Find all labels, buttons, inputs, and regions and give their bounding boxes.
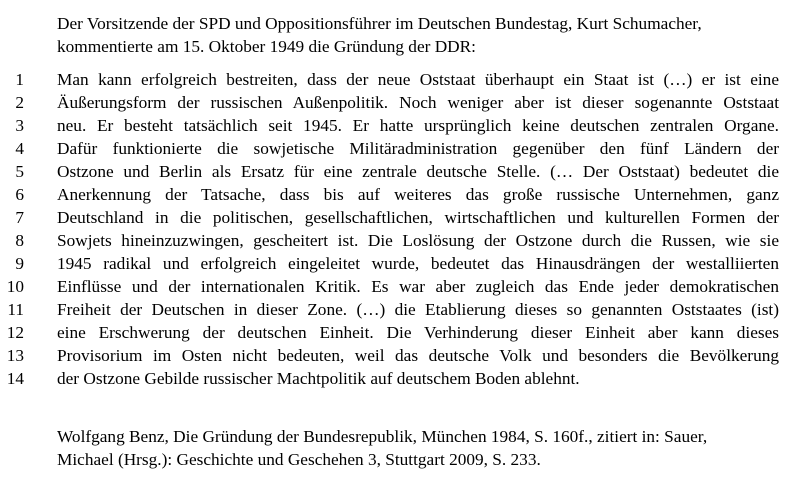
quote-line <box>0 114 800 137</box>
quote-line <box>0 206 800 229</box>
line-text: Dafür funktionierte die sowjetische Militäradministration gegenüber den fünf Ländern der <box>57 139 779 158</box>
intro-line: kommentierte am 15. Oktober 1949 die Gründung der DDR: <box>57 37 476 56</box>
line-text: Sowjets hineinzuzwingen, gescheitert ist. Die Loslösung der Ostzone durch die Russen, wie sie <box>57 231 779 250</box>
quote-line <box>0 344 800 367</box>
line-text: neu. Er besteht tatsächlich seit 1945. Er hatte ursprünglich keine deutschen zentralen Organe. <box>57 116 779 135</box>
line-text: eine Erschwerung der deutschen Einheit. Die Verhinderung dieser Einheit aber kann dieses <box>57 323 779 342</box>
line-text: der Ostzone Gebilde russischer Machtpolitik auf deutschem Boden ablehnt. <box>57 369 580 388</box>
line-number: 3 <box>15 116 24 135</box>
citation-line: Wolfgang Benz, Die Gründung der Bundesrepublik, München 1984, S. 160f., zitiert in: Sauer, <box>57 427 708 446</box>
quote-line <box>0 275 800 298</box>
line-number: 10 <box>6 277 24 296</box>
line-text: Ostzone und Berlin als Ersatz für eine zentrale deutsche Stelle. (… Der Oststaat) bedeutet die <box>57 162 779 181</box>
line-text: Deutschland in die politischen, gesellschaftlichen, wirtschaftlichen und kulturellen Formen der <box>57 208 779 227</box>
line-number: 12 <box>6 323 24 342</box>
line-number: 11 <box>7 300 24 319</box>
source-citation <box>57 425 779 471</box>
quote-body <box>0 68 800 390</box>
quote-line <box>0 298 800 321</box>
intro-line: Der Vorsitzende der SPD und Oppositionsführer im Deutschen Bundestag, Kurt Schumacher, <box>57 14 702 33</box>
line-number: 8 <box>15 231 24 250</box>
line-text: Man kann erfolgreich bestreiten, dass der neue Oststaat überhaupt ein Staat ist (…) er ist eine <box>57 70 779 89</box>
quote-line <box>0 229 800 252</box>
line-number: 7 <box>15 208 24 227</box>
intro-text <box>57 12 779 58</box>
quote-line <box>0 321 800 344</box>
citation-line: Michael (Hrsg.): Geschichte und Geschehen 3, Stuttgart 2009, S. 233. <box>57 450 541 469</box>
line-number: 14 <box>6 369 24 388</box>
quote-line <box>0 252 800 275</box>
line-number: 6 <box>15 185 24 204</box>
quote-line <box>0 91 800 114</box>
line-number: 2 <box>15 93 24 112</box>
line-text: Provisorium im Osten nicht bedeuten, weil das deutsche Volk und besonders die Bevölkerung <box>57 346 779 365</box>
quote-line <box>0 137 800 160</box>
line-number: 1 <box>15 70 24 89</box>
line-text: Einflüsse und der internationalen Kritik. Es war aber zugleich das Ende jeder demokratischen <box>57 277 779 296</box>
line-number: 13 <box>6 346 24 365</box>
line-number: 5 <box>15 162 24 181</box>
quote-line <box>0 183 800 206</box>
line-text: Freiheit der Deutschen in dieser Zone. (…) die Etablierung dieses so genannten Oststaates (ist) <box>57 300 779 319</box>
line-number: 4 <box>15 139 24 158</box>
line-text: Äußerungsform der russischen Außenpolitik. Noch weniger aber ist dieser sogenannte Oststaat <box>57 93 779 112</box>
line-text: Anerkennung der Tatsache, dass bis auf weiteres das große russische Unternehmen, ganz <box>57 185 779 204</box>
line-number: 9 <box>15 254 24 273</box>
quote-line <box>0 160 800 183</box>
quote-line <box>0 68 800 91</box>
quote-line <box>0 367 800 390</box>
line-text: 1945 radikal und erfolgreich eingeleitet wurde, bedeutet das Hinausdrängen der westalliierten <box>57 254 779 273</box>
